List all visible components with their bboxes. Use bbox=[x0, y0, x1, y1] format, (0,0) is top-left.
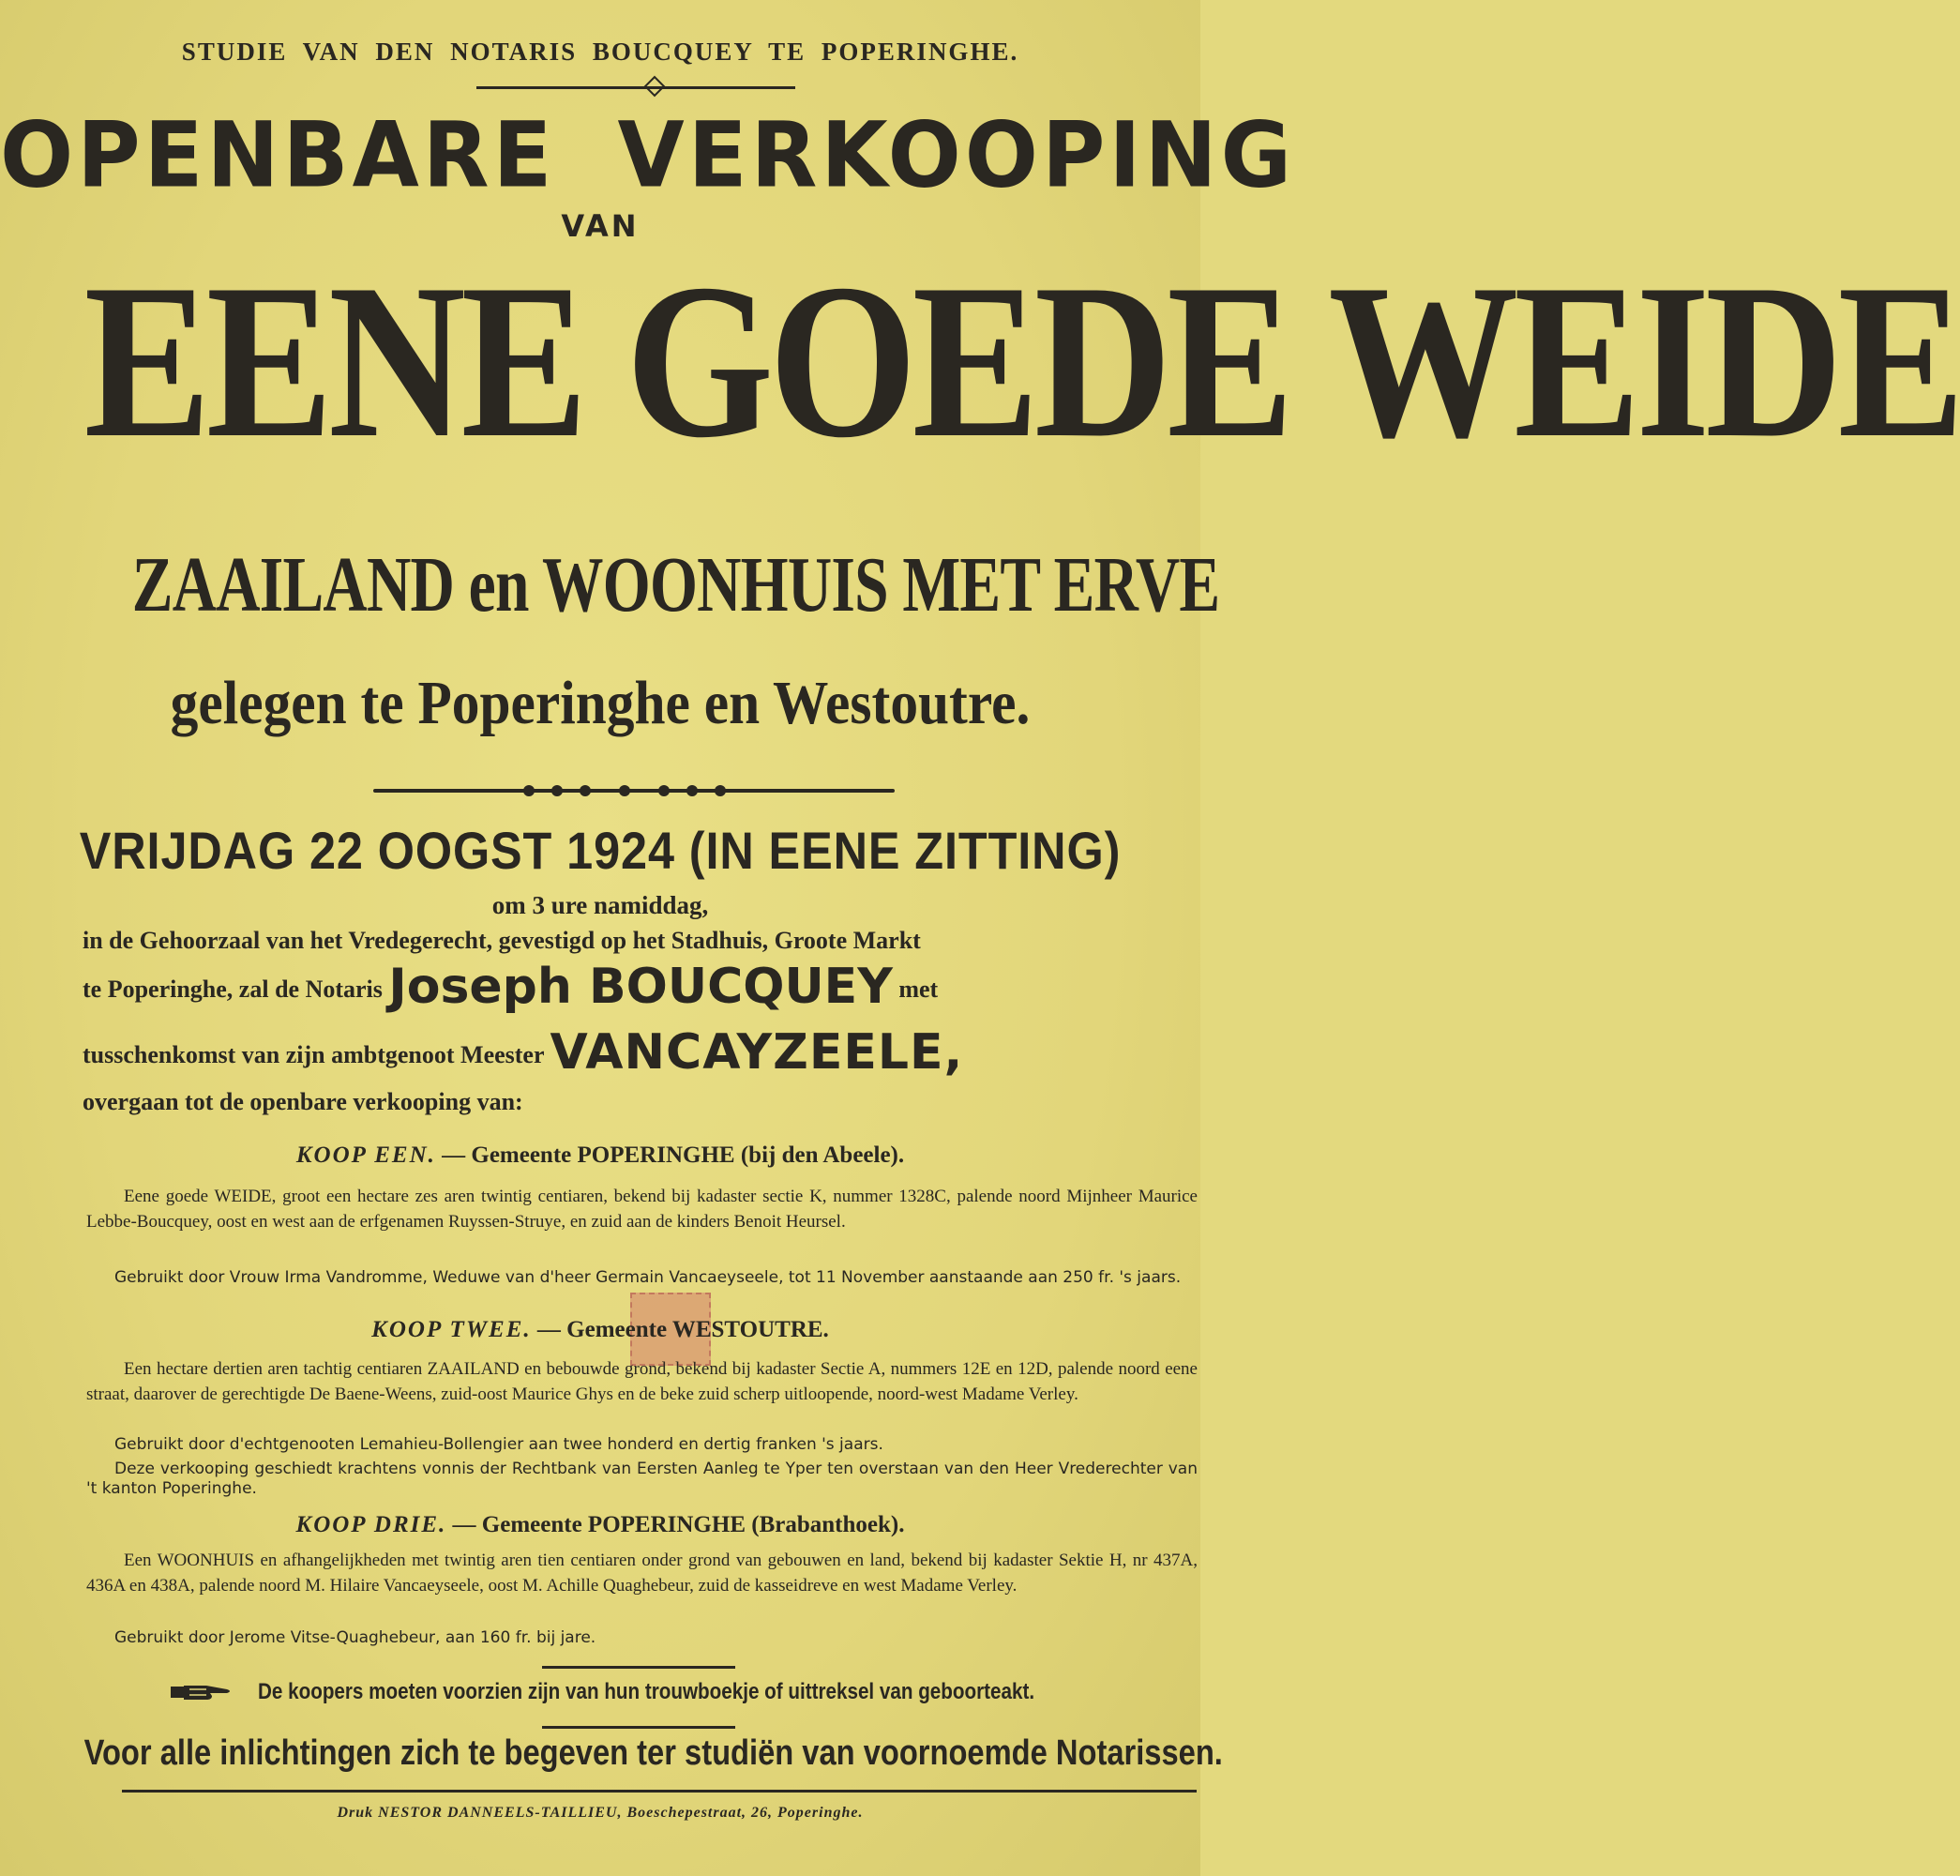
sale-time: om 3 ure namiddag, bbox=[491, 891, 709, 919]
ornament-dot bbox=[580, 785, 591, 796]
title-zaailand-woonhuis: ZAAILAND en WOONHUIS MET ERVE bbox=[131, 541, 1220, 628]
sale-intro: overgaan tot de openbare verkooping van: bbox=[83, 1088, 523, 1115]
sale-colleague-line bbox=[83, 1024, 1199, 1081]
koop-label: KOOP DRIE. bbox=[295, 1512, 447, 1537]
notary-line-pre: te Poperinghe, zal de Notaris bbox=[83, 976, 389, 1003]
footer-rule-bottom bbox=[122, 1790, 1197, 1793]
colleague-name: VANCAYZEELE, bbox=[550, 1024, 964, 1081]
title-van: VAN bbox=[561, 208, 640, 244]
koop-drie-use: Gebruikt door Jerome Vitse-Quaghebeur, aan 160 fr. bij jare. bbox=[114, 1628, 596, 1647]
koop-label: KOOP TWEE. bbox=[371, 1317, 532, 1342]
koop-detail: (Brabanthoek). bbox=[746, 1512, 905, 1537]
sale-date: VRIJDAG 22 OOGST 1924 (IN EENE ZITTING) bbox=[79, 821, 1122, 880]
sale-location: in de Gehoorzaal van het Vredegerecht, gevestigd op het Stadhuis, Groote Markt bbox=[83, 927, 921, 954]
title-gelegen: gelegen te Poperinghe en Westoutre. bbox=[170, 669, 1031, 737]
koop-twee-note: Deze verkooping geschiedt krachtens vonnis der Rechtbank van Eersten Aanleg te Yper ten overstaan van den Heer Vrederechter van 't kanton Poperinghe. bbox=[86, 1460, 1198, 1498]
koop-een-use: Gebruikt door Vrouw Irma Vandromme, Weduwe van d'heer Germain Vancaeyseele, tot 11 November aanstaande aan 250 fr. 's jaars. bbox=[114, 1268, 1182, 1287]
ornament-dot bbox=[715, 785, 726, 796]
koop-twee-heading bbox=[0, 1317, 1200, 1343]
title-openbare-verkooping: OPENBARE VERKOOPING bbox=[0, 102, 1296, 208]
koop-dash: — Gemeente bbox=[446, 1512, 588, 1537]
koop-twee-use: Gebruikt door d'echtgenooten Lemahieu-Bollengier aan twee honderd en dertig franken 's jaars. bbox=[114, 1435, 883, 1454]
ornament-dot bbox=[551, 785, 563, 796]
koop-place: POPERINGHE bbox=[577, 1142, 735, 1168]
koop-place: WESTOUTRE. bbox=[671, 1317, 829, 1342]
ornament-dot bbox=[619, 785, 630, 796]
koopers-notice: De koopers moeten voorzien zijn van hun trouwboekje of uittreksel van geboorteakt. bbox=[258, 1679, 1035, 1704]
koop-dash: — Gemeente bbox=[531, 1317, 672, 1342]
koop-een-body: Eene goede WEIDE, groot een hectare zes aren twintig centiaren, bekend bij kadaster sectie K, nummer 1328C, palende noord Mijnheer Maurice Lebbe-Boucquey, oost en west aan de erfgenamen Ruyssen-Struye, en zuid aan de kinders Benoit Heursel. bbox=[86, 1187, 1198, 1232]
studie-header: STUDIE VAN DEN NOTARIS BOUCQUEY TE POPERINGHE. bbox=[181, 38, 1019, 66]
koop-drie-body: Een WOONHUIS en afhangelijkheden met twintig aren tien centiaren onder grond van gebouwen en land, bekend bij kadaster Sektie H, nr 437A, 436A en 438A, palende noord M. Hilaire Vancaeyseele, oost M. Achille Quaghebeur, zuid de kasseidreve en west Madame Verley. bbox=[86, 1551, 1198, 1596]
title-eene-goede-weide: EENE GOEDE WEIDE bbox=[83, 239, 1960, 484]
header-ornament-diamond bbox=[644, 76, 666, 98]
footer-rule-top bbox=[542, 1666, 735, 1669]
koop-drie-heading bbox=[0, 1512, 1200, 1538]
koop-dash: — Gemeente bbox=[435, 1142, 578, 1168]
koop-detail: (bij den Abeele). bbox=[734, 1142, 905, 1168]
pointing-hand-icon bbox=[169, 1680, 234, 1704]
koop-een-heading bbox=[0, 1142, 1200, 1169]
printer-credit: Druk NESTOR DANNEELS-TAILLIEU, Boeschepestraat, 26, Poperinghe. bbox=[337, 1805, 864, 1821]
ornament-dot bbox=[686, 785, 698, 796]
ornament-divider bbox=[373, 789, 895, 793]
ornament-dot bbox=[523, 785, 535, 796]
colleague-line-pre: tusschenkomst van zijn ambtgenoot Meester bbox=[83, 1041, 550, 1068]
koop-place: POPERINGHE bbox=[587, 1512, 746, 1537]
header-ornament-rule bbox=[476, 86, 795, 89]
koop-twee-body: Een hectare dertien aren tachtig centiaren ZAAILAND en bebouwde grond, bekend bij kadaster Sectie A, nummers 12E en 12D, palende noord eene straat, daarover de gerechtigde De Baene-Weens, zuid-oost Maurice Ghys en de beke zuid scherp uitloopende, noord-west Madame Verley. bbox=[86, 1359, 1198, 1404]
ornament-dot bbox=[658, 785, 670, 796]
notary-line-post: met bbox=[892, 976, 939, 1003]
inlichtingen-notice: Voor alle inlichtingen zich te begeven ter studiën van voornoemde Notarissen. bbox=[83, 1733, 1223, 1773]
notary-name: Joseph BOUCQUEY bbox=[388, 959, 893, 1015]
koop-label: KOOP EEN. bbox=[295, 1142, 436, 1168]
sale-notary-line bbox=[83, 959, 1199, 1015]
footer-rule-mid bbox=[542, 1726, 735, 1729]
